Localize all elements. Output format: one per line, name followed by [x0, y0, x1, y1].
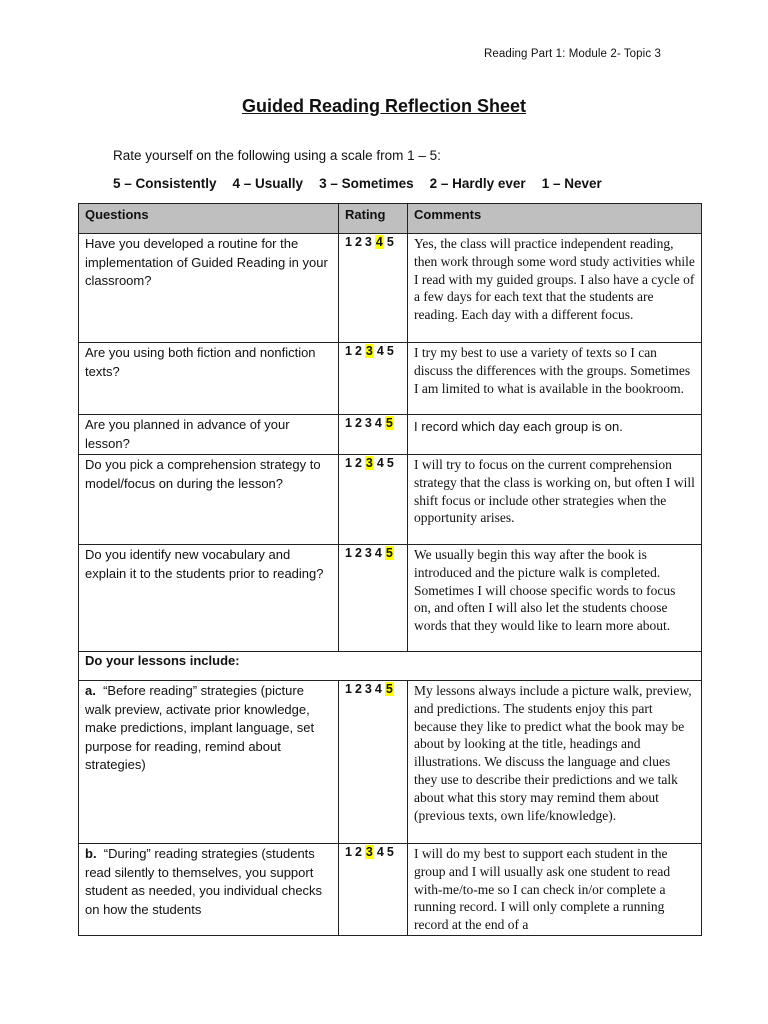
rating-option: 5 [386, 344, 394, 358]
reflection-table [78, 203, 702, 936]
rating-cell [339, 681, 408, 844]
column-header-questions: Questions [79, 204, 339, 234]
table-row [79, 545, 702, 652]
table-row [79, 343, 702, 415]
scale-item-3: 3 – Sometimes [319, 176, 414, 191]
rating-option-selected: 5 [385, 546, 393, 560]
rating-cell [339, 234, 408, 343]
table-row [79, 455, 702, 545]
question-cell: Are you using both fiction and nonfiction texts? [79, 343, 339, 415]
comment-cell: We usually begin this way after the book is introduced and the picture walk is completed. Sometimes I will choose specific words to focus on, and often I will also let the students choose words that they would like to learn more about. [408, 545, 702, 652]
rating-option: 2 [354, 456, 362, 470]
rating-cell [339, 343, 408, 415]
rating-option: 3 [364, 682, 372, 696]
table-header-row [79, 204, 702, 234]
table-row [79, 234, 702, 343]
question-cell [79, 681, 339, 844]
section-row [79, 652, 702, 681]
rating-option: 4 [376, 456, 384, 470]
rating-option: 1 [345, 235, 352, 249]
rating-option: 5 [386, 845, 394, 859]
rating-option: 5 [386, 235, 394, 249]
column-header-rating: Rating [339, 204, 408, 234]
comment-cell: I record which day each group is on. [408, 415, 702, 455]
rating-option: 4 [374, 546, 382, 560]
comment-cell: I try my best to use a variety of texts so I can discuss the differences with the groups. Sometimes I am limited to what is available in the bookroom. [408, 343, 702, 415]
rating-option: 1 [345, 546, 352, 560]
rating-option-selected: 5 [385, 682, 393, 696]
rating-instructions: Rate yourself on the following using a scale from 1 – 5: [113, 148, 441, 163]
rating-option-selected: 3 [365, 845, 373, 859]
question-cell: Do you pick a comprehension strategy to model/focus on during the lesson? [79, 455, 339, 545]
rating-option-selected: 3 [365, 344, 373, 358]
rating-option: 5 [386, 456, 394, 470]
question-text: “Before reading” strategies (picture walk preview, activate prior knowledge, make predictions, implant language, set purpose for reading, remind about strategies) [85, 683, 315, 772]
rating-option: 1 [345, 344, 352, 358]
table-row [79, 681, 702, 844]
comment-cell: I will do my best to support each student in the group and I will usually ask one student to read with-me/to-me so I can check in/or complete a running record. I will only complete a running record at the end of a [408, 844, 702, 936]
rating-option: 1 [345, 416, 352, 430]
rating-cell [339, 545, 408, 652]
rating-option: 4 [374, 416, 382, 430]
rating-option: 4 [374, 682, 382, 696]
item-label: a. [85, 683, 96, 698]
rating-option-selected: 5 [385, 416, 393, 430]
rating-option: 4 [376, 845, 384, 859]
question-cell [79, 844, 339, 936]
question-text: “During” reading strategies (students read silently to themselves, you support student as needed, you individual checks on how the students [85, 846, 323, 917]
scale-item-4: 4 – Usually [232, 176, 304, 191]
comment-cell: I will try to focus on the current comprehension strategy that the class is working on, but often I will shift focus or include other strategies when the opportunity arises. [408, 455, 702, 545]
rating-cell [339, 455, 408, 545]
rating-option: 2 [354, 546, 362, 560]
rating-option-selected: 4 [375, 235, 383, 249]
section-heading: Do your lessons include: [79, 652, 702, 681]
rating-option: 1 [345, 682, 352, 696]
table-row [79, 415, 702, 455]
rating-option: 3 [364, 546, 372, 560]
comment-cell: My lessons always include a picture walk, preview, and predictions. The students enjoy this part because they like to predict what the book may be about by looking at the title, headings and illustrations. We discuss the language and clues they use to describe their predictions and we talk about what this story may remind them about (previous texts, own life/knowledge). [408, 681, 702, 844]
page-title: Guided Reading Reflection Sheet [241, 96, 527, 116]
question-cell: Have you developed a routine for the implementation of Guided Reading in your classroom? [79, 234, 339, 343]
rating-cell [339, 844, 408, 936]
rating-option-selected: 3 [365, 456, 373, 470]
rating-option: 2 [354, 845, 362, 859]
question-cell: Do you identify new vocabulary and explain it to the students prior to reading? [79, 545, 339, 652]
question-cell: Are you planned in advance of your lesson? [79, 415, 339, 455]
column-header-comments: Comments [408, 204, 702, 234]
rating-option: 2 [354, 344, 362, 358]
rating-option: 2 [354, 235, 362, 249]
rating-option: 1 [345, 456, 352, 470]
table-row [79, 844, 702, 936]
rating-option: 4 [376, 344, 384, 358]
scale-item-5: 5 – Consistently [113, 176, 217, 191]
item-label: b. [85, 846, 97, 861]
rating-option: 1 [345, 845, 352, 859]
rating-option: 3 [364, 416, 372, 430]
rating-option: 2 [354, 416, 362, 430]
rating-option: 3 [364, 235, 372, 249]
rating-cell [339, 415, 408, 455]
scale-item-2: 2 – Hardly ever [429, 176, 526, 191]
scale-item-1: 1 – Never [541, 176, 602, 191]
comment-cell: Yes, the class will practice independent reading, then work through some word study activities while I read with my guided groups. I also have a cycle of a few days for each text that the students are reading. Each day with a different focus. [408, 234, 702, 343]
header-note: Reading Part 1: Module 2- Topic 3 [484, 48, 661, 60]
rating-option: 2 [354, 682, 362, 696]
rating-scale-legend [113, 176, 602, 191]
